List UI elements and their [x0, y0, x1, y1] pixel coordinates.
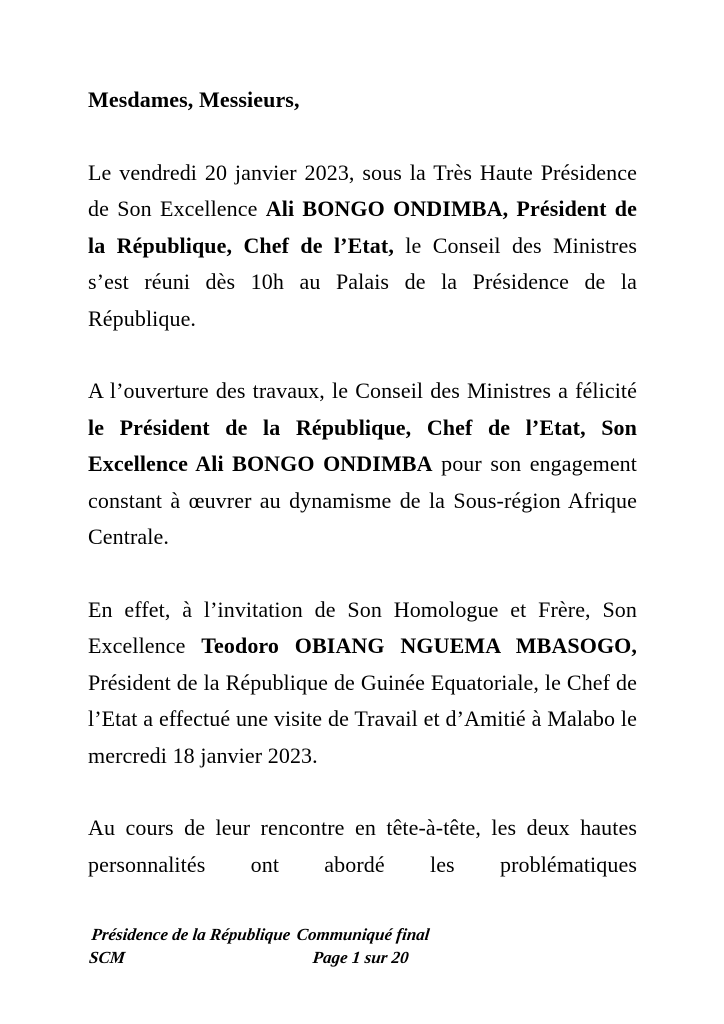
- paragraph: [88, 82, 637, 119]
- footer-organization: Présidence de la République: [90, 925, 292, 944]
- bold-text-run: le Président de la République, Chef de l’Etat, Son Excellence Ali BONGO ONDIMBA: [88, 414, 637, 476]
- text-run: pour son engagement constant à œuvrer au dynamisme de la Sous-région Afrique Centrale.: [88, 451, 637, 549]
- bold-text-run: Mesdames, Messieurs,: [88, 87, 300, 112]
- bold-text-run: Ali BONGO ONDIMBA, Président de la République, Chef de l’Etat,: [88, 196, 637, 258]
- text-run: A l’ouverture des travaux, le Conseil des Ministres a félicité: [88, 378, 637, 403]
- paragraph: [88, 155, 637, 338]
- footer-page-number: Page 1 sur 20: [311, 948, 410, 967]
- text-run: le Conseil des Ministres s’est réuni dès 10h au Palais de la Présidence de la République.: [88, 232, 637, 331]
- text-run: Au cours de leur rencontre en tête-à-tête, les deux hautes personnalités ont abordé les problématiques: [88, 815, 637, 877]
- paragraph: [88, 810, 637, 883]
- paragraph: [88, 373, 637, 556]
- text-run: Président de la République de Guinée Equatoriale, le Chef de l’Etat a effectué une visite de Travail et d’Amitié à Malabo le mercredi 18 janvier 2023.: [88, 669, 637, 768]
- footer-department: SCM: [88, 948, 127, 967]
- bold-text-run: Teodoro OBIANG NGUEMA MBASOGO,: [201, 633, 637, 658]
- document-body: [88, 82, 637, 883]
- paragraph: [88, 592, 637, 775]
- text-run: Le vendredi 20 janvier 2023, sous la Très Haute Présidence de Son Excellence: [88, 159, 637, 221]
- footer-document-title: Communiqué final: [295, 925, 431, 944]
- text-run: En effet, à l’invitation de Son Homologue et Frère, Son Excellence: [88, 596, 637, 658]
- footer-center-block: [293, 923, 431, 969]
- footer-left-block: [88, 923, 292, 969]
